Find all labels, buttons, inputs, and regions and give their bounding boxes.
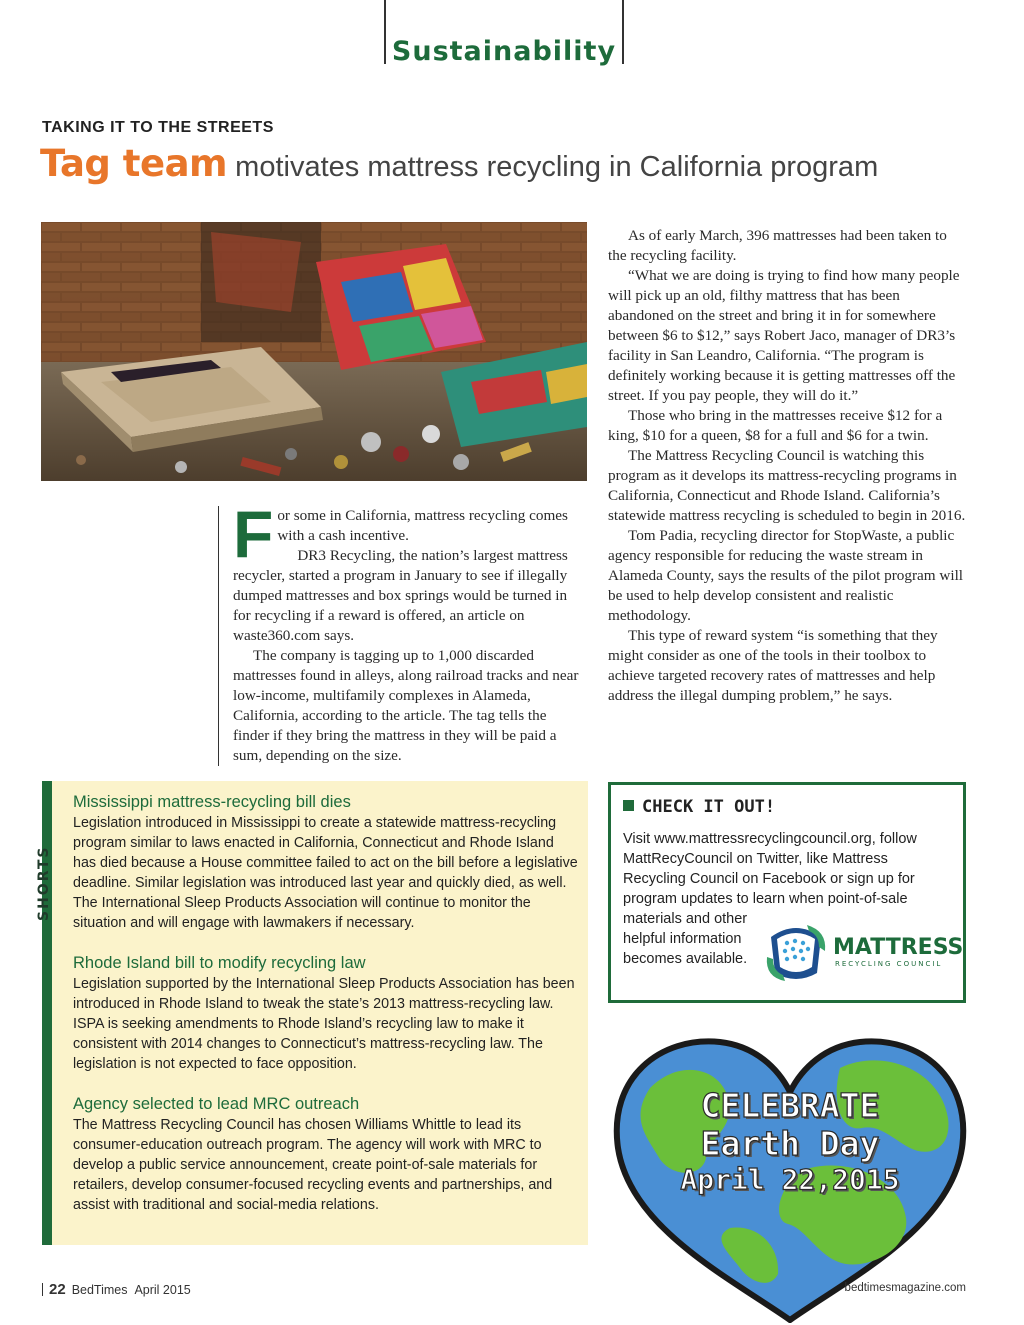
footer-website: bedtimesmagazine.com — [844, 1282, 966, 1294]
section-rule-right — [622, 0, 624, 64]
dumped-mattress-photo — [41, 222, 587, 481]
article-paragraph: The company is tagging up to 1,000 discarded mattresses found in alleys, along railroad tracks and near low-income, multifamily complexes in Alameda, California, according to the article. The tag tells the finder if they bring the mattress in they will be paid a sum, depending on the size. — [233, 647, 579, 764]
headline-rest: motivates mattress recycling in California program — [227, 151, 879, 183]
article-right-column — [608, 226, 968, 706]
lead-text: or some in California, mattress recycling comes with a cash incentive. — [277, 507, 568, 544]
logo-word: MATTRESS — [833, 935, 964, 960]
earth-day-line-3: April 22,2015 — [680, 1163, 900, 1196]
short-title: Agency selected to lead MRC outreach — [73, 1095, 360, 1113]
short-title: Rhode Island bill to modify recycling law — [73, 954, 366, 972]
short-item — [73, 952, 578, 1074]
square-bullet-icon — [623, 800, 634, 811]
shorts-content — [73, 791, 578, 1234]
headline-strong: Tag team — [40, 142, 228, 185]
footer-divider — [42, 1283, 43, 1296]
article-paragraph: This type of reward system “is something that they might consider as one of the tools in their toolbox to achieve targeted recovery rates of mattresses and help address the illegal dumping problem,” he says. — [608, 627, 938, 704]
short-item — [73, 1093, 578, 1215]
article-paragraph: DR3 Recycling, the nation’s largest mattress recycler, started a program in January to see if illegally dumped mattresses and box springs would be turned in for recycling if a reward is offered, an article on waste360.com says. — [233, 547, 568, 644]
article-kicker: TAKING IT TO THE STREETS — [42, 119, 274, 136]
logo-subtitle: RECYCLING COUNCIL — [835, 960, 943, 968]
short-title: Mississippi mattress-recycling bill dies — [73, 793, 351, 811]
mattress-recycling-logo-icon — [761, 917, 831, 987]
article-paragraph: Those who bring in the mattresses receive $12 for a king, $10 for a queen, $8 for a full and $6 for a twin. — [608, 407, 943, 444]
shorts-box — [36, 781, 588, 1245]
short-body: The Mattress Recycling Council has chosen Williams Whittle to lead its consumer-education outreach program. The agency will work with MRC to develop a public service announcement, create point-of-sale materials for retailers, develop consumer-focused recycling events and partnerships, and assist with traditional and social-media relations. — [73, 1117, 553, 1213]
check-it-out-text-wide: Visit www.mattressrecyclingcouncil.org, follow MattRecyCouncil on Twitter, like Mattress Recycling Council on Facebook or sign up for program updates to learn when point-of-sale — [623, 831, 917, 907]
earth-day-line-2: Earth Day — [700, 1124, 880, 1163]
check-it-out-text-narrow: materials and other helpful information becomes available. — [623, 911, 748, 967]
article-paragraph: “What we are doing is trying to find how many people will pick up an old, filthy mattress that has been abandoned on the street and bring it in for somewhere between $6 to $12,” says Robert Jaco, manager of DR3’s facility in San Leandro, California. “The program is definitely working because it is getting mattresses off the street. If you pay people, they will do it.” — [608, 267, 960, 404]
shorts-label: SHORTS — [36, 845, 52, 921]
page-number: 22 — [49, 1281, 66, 1298]
check-it-out-heading-text: CHECK IT OUT! — [642, 797, 776, 817]
section-title: Sustainability — [391, 36, 617, 67]
short-body: Legislation introduced in Mississippi to create a statewide mattress-recycling program similar to laws enacted in California, Connecticut and Rhode Island has died because a House committee failed to act on the bill before a legislative deadline. Similar legislation was introduced last year and quickly died, as well. The International Sleep Products Association will continue to monitor the situation and will engage with lawmakers if necessary. — [73, 815, 578, 931]
article-paragraph: The Mattress Recycling Council is watching this program as it develops its mattress-recycling programs in California, Connecticut and Rhode Island. California’s statewide mattress recycling is scheduled to begin in 2016. — [608, 447, 966, 524]
article-paragraph: Tom Padia, recycling director for StopWaste, a public agency responsible for reducing the waste stream in Alameda County, says the results of the pilot program will be used to help develop consistent and realistic methodology. — [608, 527, 964, 624]
page-footer-left — [42, 1281, 191, 1298]
article-left-column — [218, 497, 586, 766]
earth-day-line-1: CELEBRATE — [700, 1086, 880, 1125]
drop-cap: F — [233, 497, 274, 571]
short-item — [73, 791, 578, 933]
issue-date: April 2015 — [134, 1283, 191, 1297]
check-it-out-box — [608, 782, 966, 1003]
article-paragraph: As of early March, 396 mattresses had been taken to the recycling facility. — [608, 227, 947, 264]
article-headline — [40, 142, 1000, 185]
article-paragraph-lead — [233, 497, 586, 571]
short-body: Legislation supported by the International Sleep Products Association has been introduced in Rhode Island to tweak the state’s 2013 mattress-recycling law. ISPA is seeking amendments to Rhode Island’s recycling law to make it consistent with 2014 changes to Connecticut’s mattress-recycling law. The legislation is not expected to face opposition. — [73, 976, 575, 1072]
publication-name: BedTimes — [71, 1283, 128, 1297]
check-it-out-heading — [623, 797, 775, 817]
